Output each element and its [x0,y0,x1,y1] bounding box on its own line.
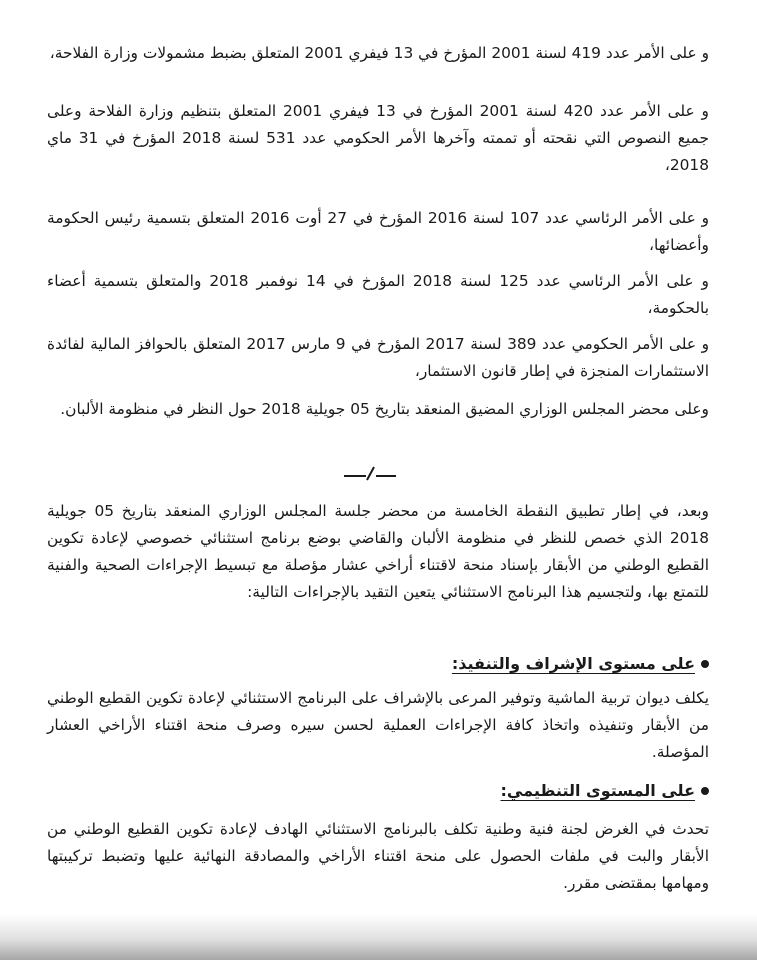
paragraph-presidential-decree-107 [47,205,709,259]
paragraph-text: وبعد، في إطار تطبيق النقطة الخامسة من محضر جلسة المجلس الوزاري المنعقد بتاريخ 05 جويلية 2018 الذي خصص للنظر في منظومة الألبان والقاضي بوضع برنامج استثنائي خصوصي لإعادة تكوين القطيع الوطني من الأبقار بإسناد منحة لاقتناء أراخي عشار مؤصلة مع تبسيط الإجراءات الصحية والفنية للتمتع بها، ولتجسيم هذا البرنامج الاستثنائي يتعين التقيد بالإجراءات التالية: [47,502,709,601]
paragraph-decree-419 [47,40,709,67]
bullet-icon [701,787,709,795]
paragraph-ministerial-council-minutes [47,396,709,423]
paragraph-supervision-body [47,685,709,766]
paragraph-text: تحدث في الغرض لجنة فنية وطنية تكلف بالبرنامج الاستثنائي الهادف لإعادة تكوين القطيع الوطني من الأبقار والبت في ملفات الحصول على منحة اقتناء الأراخي والمصادقة النهائية عليها وتضبط تركيبتها ومهامها بمقتضى مقرر. [47,820,709,892]
page-bottom-shadow [0,914,757,960]
paragraph-text: و على الأمر الرئاسي عدد 107 لسنة 2016 المؤرخ في 27 أوت 2016 المتعلق بتسمية رئيس الحكومة وأعضائها، [47,209,709,254]
paragraph-presidential-decree-125 [47,268,709,322]
separator-glyph [340,462,400,484]
paragraph-intro [47,498,709,606]
section-heading-organization [47,778,709,804]
paragraph-text: و على الأمر عدد 419 لسنة 2001 المؤرخ في 13 فيفري 2001 المتعلق بضبط مشمولات وزارة الفلاحة، [49,44,709,62]
bullet-icon [701,660,709,668]
paragraph-government-decree-389 [47,331,709,385]
paragraph-organization-body [47,816,709,897]
paragraph-decree-420 [47,98,709,179]
paragraph-text: و على الأمر عدد 420 لسنة 2001 المؤرخ في 13 فيفري 2001 المتعلق بتنظيم وزارة الفلاحة وعلى جميع النصوص التي نقحته أو تممته وآخرها الأمر الحكومي عدد 531 لسنة 2018 المؤرخ في 31 ماي 2018، [47,102,709,174]
separator-mark [340,462,400,484]
section-heading-supervision [47,651,709,677]
section-heading-label: على المستوى التنظيمي: [500,781,695,800]
paragraph-text: يكلف ديوان تربية الماشية وتوفير المرعى بالإشراف على البرنامج الاستثنائي لإعادة تكوين القطيع الوطني من الأبقار وتنفيذه واتخاذ كافة الإجراءات العملية لحسن سيره وصرف منحة اقتناء الأراخي العشار المؤصلة. [47,689,709,761]
section-heading-label: على مستوى الإشراف والتنفيذ: [451,654,695,673]
paragraph-text: و على الأمر الحكومي عدد 389 لسنة 2017 المؤرخ في 9 مارس 2017 المتعلق بالحوافز المالية لفائدة الاستثمارات المنجزة في إطار قانون الاستثمار، [47,335,709,380]
paragraph-text: وعلى محضر المجلس الوزاري المضيق المنعقد بتاريخ 05 جويلية 2018 حول النظر في منظومة الألبان. [60,400,709,418]
paragraph-text: و على الأمر الرئاسي عدد 125 لسنة 2018 المؤرخ في 14 نوفمبر 2018 والمتعلق بتسمية أعضاء بالحكومة، [47,272,709,317]
